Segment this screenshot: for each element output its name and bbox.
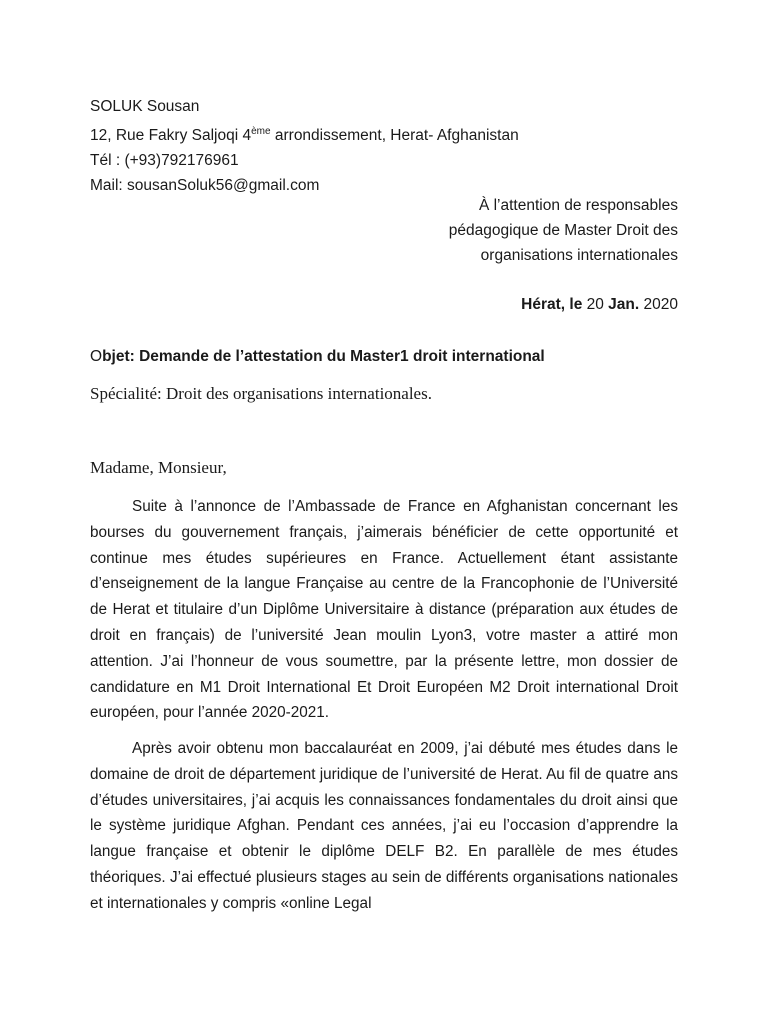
body-paragraph-2: Après avoir obtenu mon baccalauréat en 2009, j’ai débuté mes études dans le domaine de droit de département juridique de l’université de Herat. Au fil de quatre ans d’études universitaires, j’ai acquis les connaissances fondamentales du droit ainsi que le système juridique Afghan. Pendant ces années, j’ai eu l’occasion d’apprendre la langue française et obtenir le diplôme DELF B2. En parallèle de mes études théoriques. J’ai effectué plusieurs stages au sein de différents organisations nationales et internationales y compris «online Legal <box>90 740 678 912</box>
recipient-line: organisations internationales <box>480 247 678 264</box>
recipient-block <box>258 193 678 268</box>
sender-address-part2: arrondissement, Herat- Afghanistan <box>270 127 519 145</box>
sender-block <box>90 94 519 198</box>
sender-address-part1: 12, Rue Fakry Saljoqi 4 <box>90 127 252 145</box>
sender-address <box>90 119 519 148</box>
sender-email: Mail: sousanSoluk56@gmail.com <box>90 177 320 195</box>
date-year: 2020 <box>643 296 678 313</box>
subject-text: bjet: Demande de l’attestation du Master1 droit international <box>102 348 545 365</box>
subject-line <box>90 348 545 366</box>
date-month: Jan. <box>603 296 644 313</box>
sender-address-superscript: ème <box>251 126 271 137</box>
sender-name: SOLUK Sousan <box>90 98 200 115</box>
sender-phone: Tél : (+93)792176961 <box>90 152 239 170</box>
place-date <box>521 296 678 314</box>
salutation: Madame, Monsieur, <box>90 458 227 477</box>
subject-prefix: O <box>90 348 103 365</box>
speciality-line: Spécialité: Droit des organisations internationales. <box>90 384 432 403</box>
body-paragraph-1: Suite à l’annonce de l’Ambassade de France en Afghanistan concernant les bourses du gouvernement français, j’aimerais bénéficier de cette opportunité et continue mes études supérieures en France. Actuellement étant assistante d’enseignement de la langue Française au centre de la Francophonie de l’Université de Herat et titulaire d’un Diplôme Universitaire à distance (préparation aux études de droit en français) de l’université Jean moulin Lyon3, votre master a attiré mon attention. J’ai l’honneur de vous soumettre, par la présente lettre, mon dossier de candidature en M1 Droit International Et Droit Européen M2 Droit international Droit européen, pour l’année 2020-2021. <box>90 498 678 722</box>
date-prefix: Hérat, le <box>521 296 587 313</box>
recipient-line: pédagogique de Master Droit des <box>448 222 678 239</box>
recipient-line: À l’attention de responsables <box>478 197 678 214</box>
date-day: 20 <box>586 296 604 313</box>
